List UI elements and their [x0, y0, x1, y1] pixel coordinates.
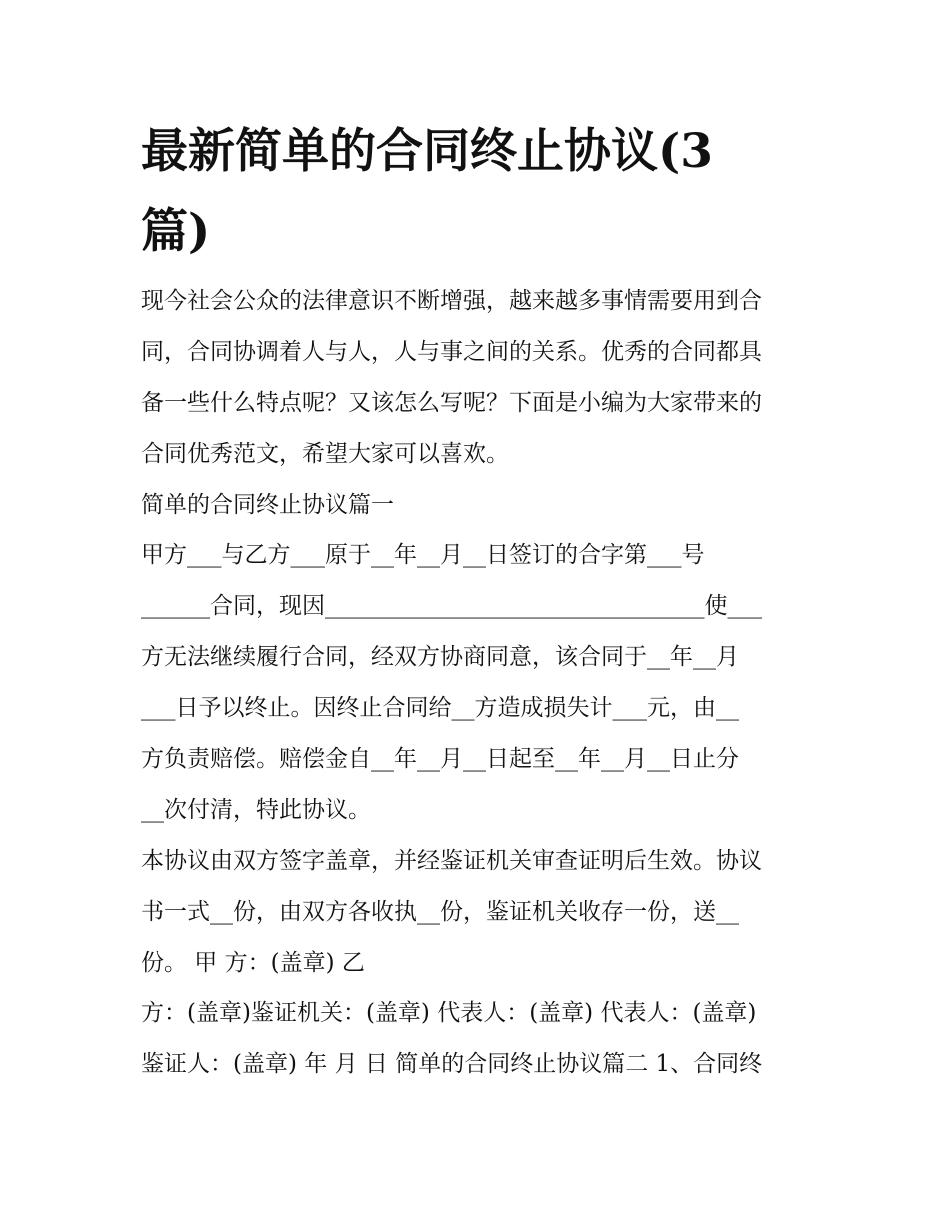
- document-title: [141, 112, 821, 272]
- body-line: 书一式__份，由双方各收执__份，鉴证机关收存一份，送__: [141, 898, 739, 925]
- body-line: 鉴证人：(盖章) 年 月 日 简单的合同终止协议篇二 1、合同终: [141, 1051, 763, 1078]
- body-line: 同，合同协调着人与人，人与事之间的关系。优秀的合同都具: [141, 338, 762, 365]
- body-line: 方：(盖章)鉴证机关：(盖章) 代表人：(盖章) 代表人：(盖章): [141, 1000, 757, 1027]
- body-line: 备一些什么特点呢？又该怎么写呢？下面是小编为大家带来的: [141, 389, 762, 416]
- document-body: [141, 276, 831, 1090]
- section-heading: 简单的合同终止协议篇一: [141, 491, 394, 518]
- title-line-1: 最新简单的合同终止协议(3: [141, 124, 713, 179]
- body-line: 甲方___与乙方___原于__年__月__日签订的合字第___号: [141, 542, 705, 569]
- body-line: 本协议由双方签字盖章，并经鉴证机关审查证明后生效。协议: [141, 847, 762, 874]
- body-line: 合同优秀范文，希望大家可以喜欢。: [141, 440, 509, 467]
- body-line: ___日予以终止。因终止合同给__方造成损失计___元，由__: [141, 695, 739, 722]
- title-line-2: 篇): [141, 204, 211, 259]
- body-line: __次付清，特此协议。: [141, 796, 371, 823]
- body-line: 现今社会公众的法律意识不断增强，越来越多事情需要用到合: [141, 288, 762, 314]
- body-line: 方负责赔偿。赔偿金自__年__月__日起至__年__月__日止分: [141, 746, 739, 773]
- body-line: ______合同，现因_________________________________使___: [141, 593, 762, 620]
- body-line: 方无法继续履行合同，经双方协商同意，该合同于__年__月: [141, 644, 739, 671]
- body-line: 份。 甲 方：(盖章) 乙: [141, 949, 365, 976]
